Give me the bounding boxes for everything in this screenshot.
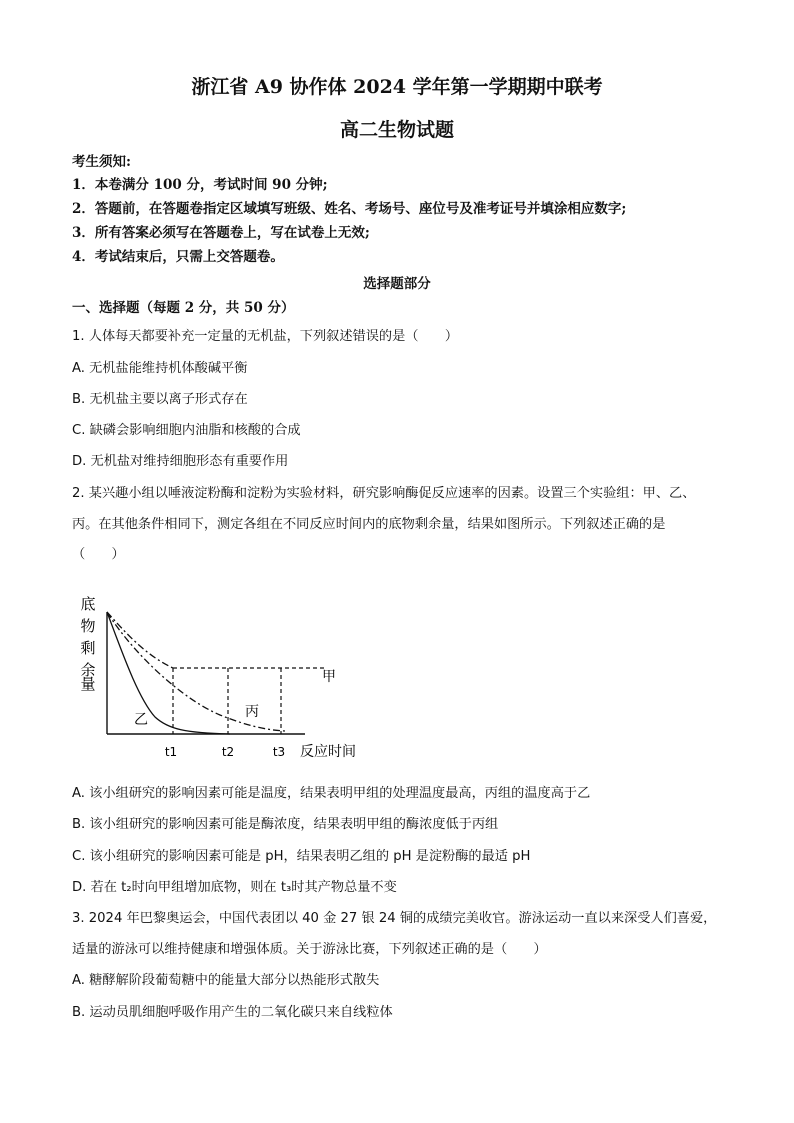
notice-item: 1．本卷满分 100 分，考试时间 90 分钟; xyxy=(72,177,328,193)
q2-option-c: C. 该小组研究的影响因素可能是 pH，结果表明乙组的 pH 是淀粉酶的最适 pH xyxy=(72,849,531,864)
curve-yi xyxy=(107,612,230,734)
tick-t1: t1 xyxy=(164,745,178,759)
label-jia: 甲 xyxy=(322,669,336,685)
notice-item: 4．考试结束后，只需上交答题卷。 xyxy=(72,249,284,265)
q2-stem-line3: （ ） xyxy=(72,547,125,562)
exam-subtitle: 高二生物试题 xyxy=(339,119,454,141)
q3-option-a: A. 糖酵解阶段葡萄糖中的能量大部分以热能形式散失 xyxy=(72,973,380,988)
label-bing: 丙 xyxy=(245,704,259,720)
tick-t2: t2 xyxy=(221,745,235,759)
q1-stem: 1. 人体每天都要补充一定量的无机盐，下列叙述错误的是（ ） xyxy=(72,329,459,344)
notice-heading: 考生须知: xyxy=(72,154,131,170)
y-label-char: 物 xyxy=(80,617,96,635)
section-heading: 一、选择题（每题 2 分，共 50 分） xyxy=(72,300,295,316)
x-label: 反应时间 xyxy=(300,744,356,760)
y-label-char: 剩 xyxy=(80,639,96,657)
notice-item: 2．答题前，在答题卷指定区域填写班级、姓名、考场号、座位号及准考证号并填涂相应数字; xyxy=(72,201,627,217)
notice-item: 3．所有答案必须写在答题卷上，写在试卷上无效; xyxy=(72,225,370,241)
tick-t3: t3 xyxy=(272,745,286,759)
q2-option-d: D. 若在 t₂时向甲组增加底物，则在 t₃时其产物总量不变 xyxy=(72,880,397,895)
part-title: 选择题部分 xyxy=(363,276,431,292)
q3-option-b: B. 运动员肌细胞呼吸作用产生的二氧化碳只来自线粒体 xyxy=(72,1005,393,1020)
q1-option-d: D. 无机盐对维持细胞形态有重要作用 xyxy=(72,454,289,469)
q3-stem-line1: 3. 2024 年巴黎奥运会，中国代表团以 40 金 27 银 24 铜的成绩完美收官。游泳运动一直以来深受人们喜爱， xyxy=(72,911,717,926)
q2-option-b: B. 该小组研究的影响因素可能是酶浓度，结果表明甲组的酶浓度低于丙组 xyxy=(72,817,499,832)
y-label-char: 量 xyxy=(80,675,96,693)
substrate-chart xyxy=(70,590,380,770)
q1-option-a: A. 无机盐能维持机体酸碱平衡 xyxy=(72,361,248,376)
label-yi: 乙 xyxy=(134,712,148,728)
exam-title: 浙江省 A9 协作体 2024 学年第一学期期中联考 xyxy=(191,76,603,98)
q1-option-c: C. 缺磷会影响细胞内油脂和核酸的合成 xyxy=(72,423,301,438)
q2-option-a: A. 该小组研究的影响因素可能是温度，结果表明甲组的处理温度最高，丙组的温度高于乙 xyxy=(72,786,591,801)
y-label-char: 余 xyxy=(80,661,96,679)
y-label-char: 底 xyxy=(80,595,96,613)
q3-stem-line2: 适量的游泳可以维持健康和增强体质。关于游泳比赛，下列叙述正确的是（ ） xyxy=(72,942,547,957)
q2-stem-line1: 2. 某兴趣小组以唾液淀粉酶和淀粉为实验材料，研究影响酶促反应速率的因素。设置三个实验组：甲、乙、 xyxy=(72,486,696,501)
q1-option-b: B. 无机盐主要以离子形式存在 xyxy=(72,392,248,407)
q2-stem-line2: 丙。在其他条件相同下，测定各组在不同反应时间内的底物剩余量，结果如图所示。下列叙述正确的是 xyxy=(72,517,666,532)
